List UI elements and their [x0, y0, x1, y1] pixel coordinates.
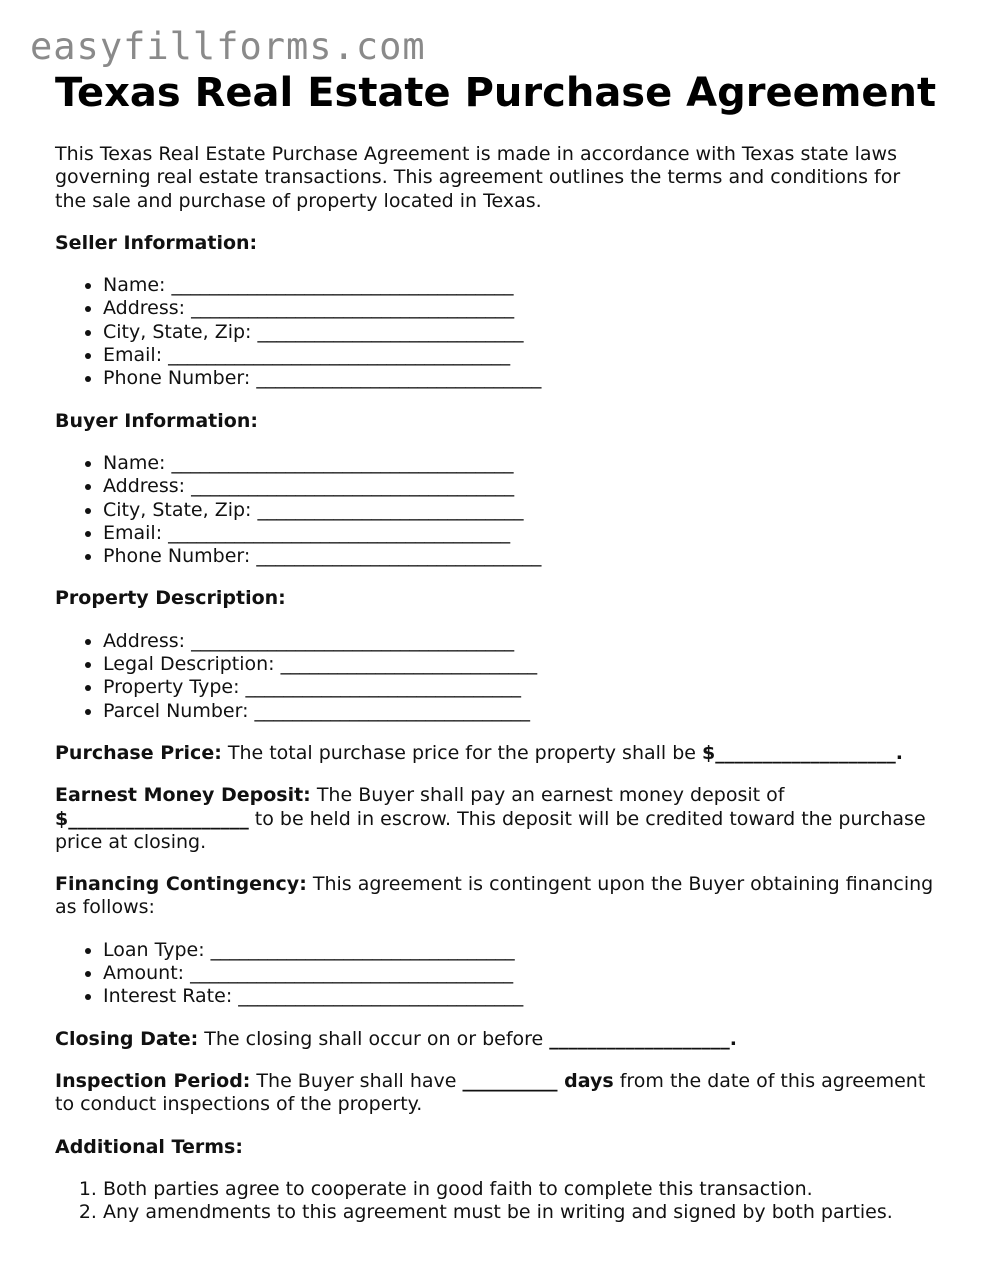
buyer-email-field[interactable]: • Email: ____________________________________: [103, 522, 935, 545]
page-title: Texas Real Estate Purchase Agreement: [55, 70, 937, 116]
intro-paragraph: This Texas Real Estate Purchase Agreement is made in accordance with Texas state laws governing real estate transactions. This agreement outlines the terms and conditions for the sale and purchase of property located in Texas.: [55, 143, 901, 212]
additional-terms-list: [55, 1178, 935, 1225]
property-address-field[interactable]: • Address: __________________________________: [103, 630, 935, 653]
financing-text: This agreement is contingent upon the Buyer obtaining financing as follows:: [55, 873, 934, 919]
property-parcel-number-field[interactable]: • Parcel Number: _____________________________: [103, 700, 935, 723]
seller-email-field[interactable]: • Email: ____________________________________: [103, 344, 935, 367]
buyer-heading: Buyer Information:: [55, 409, 258, 432]
closing-date-label: Closing Date:: [55, 1027, 199, 1050]
purchase-price-blank[interactable]: $___________________.: [702, 741, 903, 764]
buyer-phone-field[interactable]: • Phone Number: ______________________________: [103, 545, 935, 568]
financing-paragraph: [55, 873, 935, 920]
purchase-price-paragraph: [55, 742, 935, 765]
buyer-list: [55, 452, 935, 568]
loan-amount-field[interactable]: • Amount: __________________________________: [103, 962, 935, 985]
seller-address-field[interactable]: • Address: __________________________________: [103, 297, 935, 320]
financing-label: Financing Contingency:: [55, 873, 307, 896]
additional-term-item: 2. Any amendments to this agreement must be in writing and signed by both parties.: [103, 1201, 935, 1224]
purchase-price-text: The total purchase price for the property shall be: [221, 741, 703, 764]
closing-date-blank[interactable]: ___________________.: [549, 1027, 737, 1050]
document-body: [55, 143, 935, 1243]
seller-heading: Seller Information:: [55, 231, 258, 254]
seller-list: [55, 274, 935, 390]
purchase-price-label: Purchase Price:: [55, 741, 222, 764]
inspection-text-2: from the date of this agreement to conduct inspections of the property.: [55, 1069, 926, 1116]
loan-type-field[interactable]: • Loan Type: ________________________________: [103, 939, 935, 962]
earnest-money-text-1: The Buyer shall pay an earnest money deposit of: [310, 784, 785, 807]
property-list: [55, 630, 935, 723]
inspection-paragraph: [55, 1070, 935, 1117]
inspection-label: Inspection Period:: [55, 1069, 251, 1092]
property-heading: Property Description:: [55, 587, 286, 610]
earnest-money-label: Earnest Money Deposit:: [55, 784, 311, 807]
property-legal-description-field[interactable]: • Legal Description: ___________________________: [103, 653, 935, 676]
watermark: easyfillforms.com: [30, 25, 426, 68]
additional-term-item: 1. Both parties agree to cooperate in good faith to complete this transaction.: [103, 1178, 935, 1201]
inspection-days-blank[interactable]: __________ days: [462, 1069, 614, 1092]
buyer-address-field[interactable]: • Address: __________________________________: [103, 475, 935, 498]
property-type-field[interactable]: • Property Type: _____________________________: [103, 676, 935, 699]
seller-name-field[interactable]: • Name: ____________________________________: [103, 274, 935, 297]
seller-phone-field[interactable]: • Phone Number: ______________________________: [103, 367, 935, 390]
inspection-text-1: The Buyer shall have: [250, 1069, 463, 1092]
closing-date-text: The closing shall occur on or before: [198, 1027, 550, 1050]
closing-date-paragraph: [55, 1028, 935, 1051]
earnest-money-paragraph: [55, 784, 935, 854]
earnest-money-blank[interactable]: $___________________: [55, 807, 249, 830]
interest-rate-field[interactable]: • Interest Rate: ______________________________: [103, 985, 935, 1008]
buyer-city-state-zip-field[interactable]: • City, State, Zip: ____________________________: [103, 499, 935, 522]
buyer-name-field[interactable]: • Name: ____________________________________: [103, 452, 935, 475]
earnest-money-text-2: to be held in escrow. This deposit will be credited toward the purchase price at closing.: [55, 807, 926, 853]
additional-terms-heading: Additional Terms:: [55, 1135, 243, 1158]
financing-list: [55, 939, 935, 1009]
seller-city-state-zip-field[interactable]: • City, State, Zip: ____________________________: [103, 321, 935, 344]
